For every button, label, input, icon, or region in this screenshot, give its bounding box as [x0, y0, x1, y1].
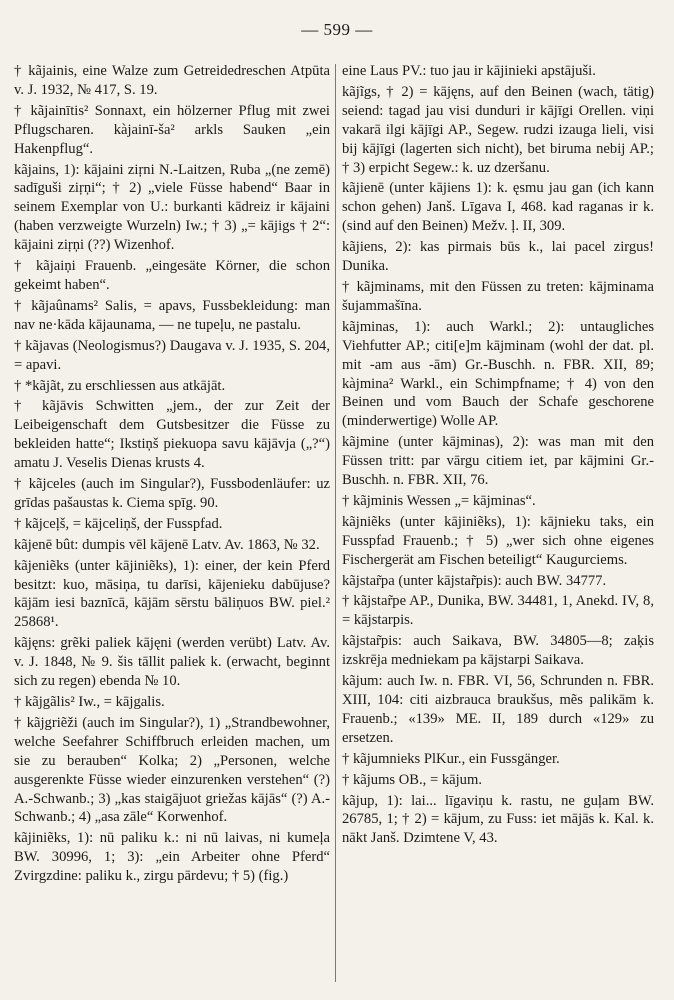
entry-kajumnieks: † kãjumnieks PlKur., ein Fussgänger. [342, 750, 560, 767]
entry-kajavis: † kãjāvis Schwitten „jem., der zur Zeit der Leibeigenschaft dem Gutsbesitzer die Füsse zu bekleiden hatte“; Ikstiņš piekuopa savu kājāvja („?“) amatu J. Veselis Dienas krusts 4. [14, 398, 330, 472]
entry-kajum: kãjum: auch Iw. n. FBR. VI, 56, Schrunden n. FBR. XIII, 104: citi aizbrauca braukšus, mẽs palikām k. Frauenb.; «139» ME. II, 189 durch «129» zu ersetzen. [342, 673, 654, 746]
left-column [14, 62, 330, 888]
right-column [342, 62, 654, 850]
entry-kajigs: kãjĩgs, † 2) = kājęns, auf den Beinen (wach, tätig) seiend: tagad jau visi dunduri ir kājīgi Orellen. viņi vakarā ilgi kājīgi AP., Segew. rudzi izauga lieli, visi bij kājīgi (lagerten sich nicht), bet biruma nebij AP.; † 3) erpicht Segew.: k. uz dzeršanu. [342, 83, 654, 176]
entry-kajene: kãjenē bût: dumpis vēl kājenē Latv. Av. 1863, № 32. [14, 536, 320, 553]
entry-kajgalis: † kãjgãlis² Iw., = kājgalis. [14, 694, 165, 710]
entry-kajminis: † kãjminis Wessen „= kājminas“. [342, 492, 536, 509]
column-divider [335, 64, 336, 982]
entry-continuation: eine Laus PV.: tuo jau ir kājinieki apstājuši. [342, 63, 596, 79]
entry-kajiene: kãjienē (unter kājiens 1): k. ęsmu jau gan (ich kann schon gehen) Janš. Līgava I, 468. kad raganas ir k. (sind auf den Beinen) Mežv. ļ. II, 309. [342, 180, 654, 235]
entry-kajup: kãjup, 1): lai... līgaviņu k. rastu, ne guļam BW. 26785, 1; † 2) = kājum, zu Fuss: iet mājās k. Kal. k. nākt Janš. Dzimtene V, 43. [342, 792, 654, 847]
entry-kajceles: † kãjceles (auch im Singular?), Fussbodenläufer: uz grīdas pašaustas k. Ciema spīg. 90. [14, 476, 330, 511]
entry-kajiens: kãjiens, 2): kas pirmais būs k., lai pacel zirgus! Dunika. [342, 239, 654, 275]
entry-kajaunams: † kãjaûnams² Salis, = apavs, Fussbekleidung: man nav ne·kāda kājaunama, — ne tupeļu, ne pastalu. [14, 297, 330, 333]
entry-kajnieks: kãjniẽks (unter kājiniẽks), 1): kājnieku taks, ein Fusspfad Frauenb.; † 5) „wer sich ohne eigenes Fischergerät am Fischen beteiligt“ Kaugurciems. [342, 513, 654, 568]
entry-kajenieks: kãjeniẽks (unter kājiniẽks), 1): einer, der kein Pferd besitzt: kuo, māsiņa, tu darīsi, kājenieku dabūjuse? kājām iesi baznīcā, kājām sērstu bāliņuos BW. piel.² 25868¹. [14, 557, 330, 631]
entry-kajavas: † kãjavas (Neologismus?) Daugava v. J. 1935, S. 204, = apavi. [14, 337, 330, 373]
entry-kajminas: kãjminas, 1): auch Warkl.; 2): untaugliches Viehfutter AP.; citi[e]m kājminam (wohl der dat. pl. mit -am aus -ām) Gr.-Buschh. n. FBR. XII, 89; kàjmina² Warkl., ein Schimpfname; † 4) von den Beinen und vom Bauch der Schafe geschorene (minderwertige) Wolle AP. [342, 318, 654, 430]
entry-kajcels: † kãjceļš, = kājceliņš, der Fusspfad. [14, 515, 223, 532]
entry-kajminams: † kãjminams, mit den Füssen zu treten: kājminama šujammašīna. [342, 278, 654, 314]
entry-kajat: † *kãjãt, zu erschliessen aus atkājāt. [14, 377, 226, 394]
entry-kajmine: kãjmine (unter kājminas), 2): was man mit den Füssen tritt: par vārgu citiem iet, par kājmini Gr.-Buschh. n. FBR. XII, 76. [342, 434, 654, 489]
entry-kajainitis: † kãjainītis² Sonnaxt, ein hölzerner Pflug mit zwei Pflugscharen. kàjainī-ša² arkls Sauken „ein Hakenpflug“. [14, 102, 330, 157]
entry-kajstarpis: kãjstar̃pis: auch Saikava, BW. 34805—8; zaķis izskrēja medniekam pa kājstarpi Saikava. [342, 633, 654, 669]
entry-kajains: kãjains, 1): kājaini ziŗni N.-Laitzen, Ruba „(ne zemē) sadīguši ziŗņi“; † 2) „viele Füsse habend“ Baar in seinem Exemplar von U.: burkanti kādreiz ir kājaini (haben verzweigte Wurzeln) Iw.; † 3) „= kājigs † 2“: kājaini ziŗņi (??) Wizenhof. [14, 161, 330, 254]
page-number: — 599 — [301, 20, 373, 39]
entry-kajinieks: kãjiniẽks, 1): nū paliku k.: ni nū laivas, ni kumeļa BW. 30996, 1; 3): „ein Arbeiter ohne Pferd“ Zvirgzdine: paliku k., zirgu pārdevu; † 5) (fig.) [14, 830, 330, 885]
entry-kajstarpa: kãjstar̃pa (unter kājstar̃pis): auch BW. 34777. [342, 572, 607, 589]
entry-kajgriezi: † kãjgriẽži (auch im Singular?), 1) „Strandbewohner, welche Seefahrer Schiffbruch erleiden machen, um sie zu berauben“ Kolka; 2) „Personen, welche ausgerenkte Füsse wieder einzurenken verstehen“ (?) A.-Schwanb.; 3) „kas staigājuot griežas kājās“ (?) A.-Schwanb.; 4) „asa zāle“ Korwenhof. [14, 714, 330, 826]
entry-kajainis: † kãjainis, eine Walze zum Getreidedreschen Atpūta v. J. 1932, № 417, S. 19. [14, 63, 330, 98]
entry-kajstarpe: † kãjstar̃pe AP., Dunika, BW. 34481, 1, Anekd. IV, 8, = kājstarpis. [342, 593, 654, 629]
entry-kajums: † kãjums OB., = kājum. [342, 771, 482, 788]
entry-kajens: kãjęns: grẽki paliek kājęni (werden verübt) Latv. Av. v. J. 1848, № 9. šis tāllit paliek k. (erwacht, beginnt sich zu regen) ebenda № 10. [14, 635, 330, 690]
entry-kajaini: † kãjaiņi Frauenb. „eingesäte Körner, die schon gekeimt haben“. [14, 258, 330, 293]
